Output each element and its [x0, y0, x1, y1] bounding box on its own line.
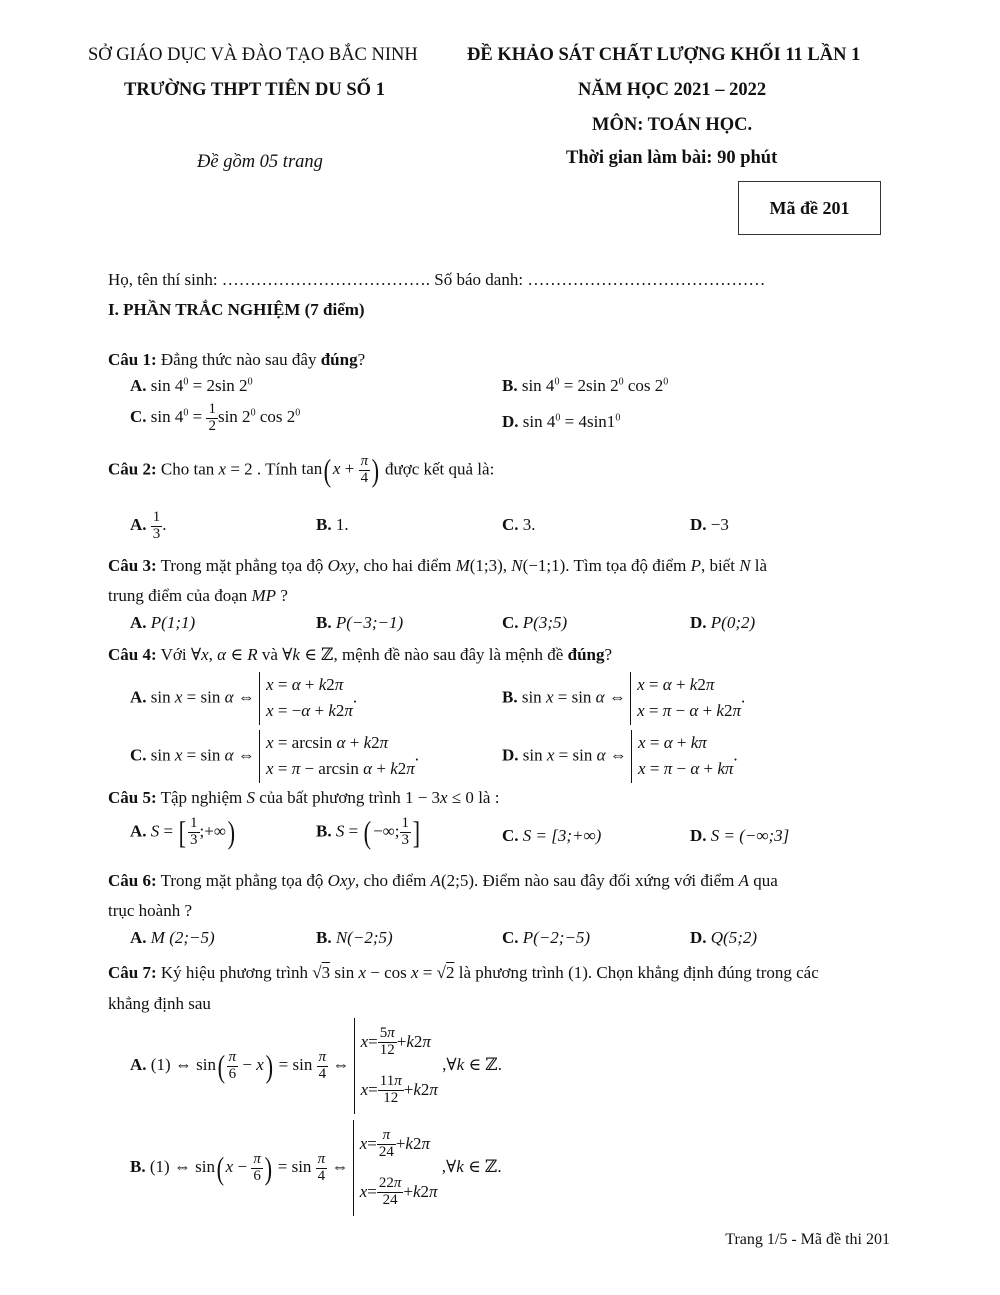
q6-d-value: Q(5;2): [710, 928, 758, 947]
question-2: Câu 2: Cho tan x = 2 . Tính tan(x + $\frac{\pi}{4}$ ) được kết quả là:: [108, 452, 495, 488]
question-1: [108, 350, 365, 370]
q2-t3: được kết quả là:: [384, 459, 495, 479]
q6-c-value: P(−2;−5): [522, 928, 591, 947]
q4-b-label: B.: [502, 687, 518, 707]
q3-end: ?: [280, 586, 288, 605]
q7-t1: Ký hiệu phương trình: [160, 963, 309, 982]
question-4: Câu 4: Với ∀x, α ∈ R và ∀k ∈ ℤ, mệnh đề nào sau đây là mệnh đề đúng?: [108, 645, 613, 664]
q7-t3: . Chọn khẳng định đúng trong các: [587, 963, 819, 982]
q3-b-label: B.: [316, 613, 332, 632]
q3-c-value: P(3;5): [522, 613, 568, 632]
q5-c-label: C.: [502, 826, 519, 845]
q4-t3: , mệnh đề nào sau đây là mệnh đề: [333, 645, 564, 664]
q2-d-label: D.: [690, 515, 707, 534]
q2-option-d[interactable]: [690, 515, 729, 535]
q5-option-b[interactable]: B. S = (−∞; $\frac{1}{3}$ ]: [316, 814, 421, 850]
q5-t2: của bất phương trình: [259, 788, 401, 807]
q1-option-c[interactable]: C. $\sin 4^0$ = $\frac{1}{2}$ $\sin 2^0$ $\cos 2^0$: [130, 401, 301, 434]
q4-a-label: A.: [130, 687, 147, 707]
q6-option-a[interactable]: [130, 928, 215, 948]
q3-t5: là: [754, 556, 768, 575]
q3-line2: trung điểm của đoạn MP ?: [108, 586, 288, 605]
q1-label: Câu 1:: [108, 350, 157, 369]
q4-option-a[interactable]: A. sin x = sin α ⇔ x = α + k2π x = −α + k2π.: [130, 672, 357, 725]
q4-t2: và: [261, 645, 278, 664]
q1-end: ?: [357, 350, 366, 369]
q4-option-c[interactable]: C. sin x = sin α ⇔ x = arcsin α + k2π x = π − arcsin α + k2π.: [130, 730, 419, 783]
q5-d-value: S = (−∞;3]: [710, 826, 790, 845]
q3-t4: , biết: [700, 556, 735, 575]
school-name-text: TRƯỜNG THPT TIÊN DU SỐ 1: [124, 80, 385, 100]
question-5: Câu 5: Tập nghiệm S của bất phương trình 1 − 3x ≤ 0 là :: [108, 788, 500, 807]
q2-b-value: 1.: [335, 515, 349, 534]
q3-option-a[interactable]: [130, 613, 195, 633]
q6-c-label: C.: [502, 928, 519, 947]
q3-option-c[interactable]: [502, 613, 567, 633]
q2-option-c[interactable]: [502, 515, 536, 535]
q3-option-b[interactable]: [316, 613, 403, 633]
q6-t3: . Điểm nào sau đây đối xứng với điểm: [473, 871, 735, 890]
q3-label: Câu 3:: [108, 556, 157, 575]
q3-c-label: C.: [502, 613, 519, 632]
q3-d-label: D.: [690, 613, 707, 632]
question-7: Câu 7: Ký hiệu phương trình √3 sin x − cos x = √2 là phương trình (1). Chọn khẳng định đúng trong các: [108, 963, 819, 982]
q1-c-label: C.: [130, 407, 147, 427]
q7-line2: khẳng định sau: [108, 994, 211, 1013]
school-year: NĂM HỌC 2021 – 2022: [578, 80, 767, 100]
q6-option-d[interactable]: [690, 928, 757, 948]
section-title: I. PHẦN TRẮC NGHIỆM (7 điểm): [108, 300, 365, 319]
q1-b-label: B.: [502, 376, 518, 395]
q3-t2: , cho hai điểm: [355, 556, 452, 575]
q1-d-label: D.: [502, 412, 519, 431]
q7-option-b[interactable]: B. (1) ⇔ sin(x − $\frac{\pi}{6}$ ) = sin $\frac{\pi}{4}$ ⇔ x = $\frac{\pi}{24}$ + k 2 π x = $\frac{22\pi}{24}$ + k 2 π ,∀k ∈ ℤ.: [130, 1120, 502, 1216]
q3-d-value: P(0;2): [710, 613, 756, 632]
q2-c-label: C.: [502, 515, 519, 534]
pages-note: Đề gồm 05 trang: [197, 152, 323, 172]
q1-a-label: A.: [130, 376, 147, 395]
q6-t1: Trong mặt phẳng tọa độ: [160, 871, 324, 890]
student-info-line: Họ, tên thí sinh: ………………………………. Số báo danh: ……………………………………: [108, 270, 766, 289]
subject: MÔN: TOÁN HỌC.: [592, 115, 753, 135]
q2-c-value: 3.: [522, 515, 536, 534]
q6-t4: qua: [753, 871, 778, 890]
q7-b-label: B.: [130, 1156, 146, 1176]
q3-a-value: P(1;1): [150, 613, 196, 632]
q4-label: Câu 4:: [108, 645, 157, 664]
q2-a-label: A.: [130, 515, 147, 535]
q1-text: Đẳng thức nào sau đây: [160, 350, 317, 369]
q6-b-value: N(−2;5): [335, 928, 393, 947]
q2-option-a[interactable]: A. $\frac{1}{3}$ .: [130, 509, 167, 542]
q5-t3: là :: [478, 788, 500, 807]
q3-option-d[interactable]: [690, 613, 755, 633]
q4-d-label: D.: [502, 745, 519, 765]
q6-b-label: B.: [316, 928, 332, 947]
q5-b-label: B.: [316, 821, 332, 841]
q5-t1: Tập nghiệm: [160, 788, 243, 807]
q7-a-label: A.: [130, 1054, 147, 1074]
q4-t1: Với: [160, 645, 187, 664]
q6-a-label: A.: [130, 928, 147, 947]
q3-t1: Trong mặt phẳng tọa độ: [160, 556, 324, 575]
q2-t1: Cho: [160, 459, 190, 479]
exam-title: ĐỀ KHẢO SÁT CHẤT LƯỢNG KHỐI 11 LẦN 1: [467, 45, 861, 65]
q3-b-value: P(−3;−1): [335, 613, 404, 632]
q7-label: Câu 7:: [108, 963, 157, 982]
q6-option-c[interactable]: [502, 928, 590, 948]
department-name: SỞ GIÁO DỤC VÀ ĐÀO TẠO BẮC NINH: [88, 45, 418, 65]
q6-t2: , cho điểm: [355, 871, 427, 890]
q6-d-label: D.: [690, 928, 707, 947]
q4-option-d[interactable]: D. sin x = sin α ⇔ x = α + kπ x = π − α + kπ.: [502, 730, 738, 783]
q4-option-b[interactable]: B. sin x = sin α ⇔ x = α + k2π x = π − α + k2π.: [502, 672, 745, 725]
q3-line2-text: trung điểm của đoạn: [108, 586, 248, 605]
school-name: [124, 80, 385, 101]
q7-option-a[interactable]: A. (1) ⇔ sin( $\frac{\pi}{6}$ − x) = sin $\frac{\pi}{4}$ ⇔ x = $\frac{5\pi}{12}$ + k 2 π x = $\frac{11\pi}{12}$ + k 2 π ,∀k ∈ ℤ.: [130, 1018, 502, 1114]
q5-c-value: S = [3;+∞): [522, 826, 602, 845]
q2-t2: . Tính: [256, 459, 298, 479]
q3-a-label: A.: [130, 613, 147, 632]
q6-line2: trục hoành ?: [108, 901, 193, 920]
question-3: Câu 3: Trong mặt phẳng tọa độ Oxy, cho hai điểm M(1;3), N(−1;1). Tìm tọa độ điểm P, biết N là: [108, 556, 768, 575]
exam-code: Mã đề 201: [769, 197, 850, 218]
q2-d-value: −3: [710, 515, 729, 534]
q6-a-value: M (2;−5): [150, 928, 215, 947]
q5-a-label: A.: [130, 821, 147, 841]
q5-option-c[interactable]: [502, 826, 601, 846]
q4-bold: đúng: [567, 645, 605, 664]
q1-option-a[interactable]: A. $\sin 4^0 = 2\sin$ $2^0$: [130, 376, 253, 395]
q1-option-d[interactable]: D. $\sin 4^0 = 4\sin 1^0$: [502, 412, 621, 431]
q3-t3: . Tìm tọa độ điểm: [565, 556, 687, 575]
q1-bold: đúng: [320, 350, 358, 369]
page-footer: Trang 1/5 - Mã đề thi 201: [725, 1231, 890, 1248]
exam-code-box: [738, 181, 881, 235]
q5-option-d[interactable]: [690, 826, 789, 846]
exam-duration: Thời gian làm bài: 90 phút: [566, 148, 778, 168]
q2-option-b[interactable]: [316, 515, 349, 535]
q5-option-a[interactable]: A. S = [ $\frac{1}{3}$ ;+∞): [130, 814, 236, 850]
q4-end: ?: [604, 645, 613, 664]
q1-option-b[interactable]: B. $\sin 4^0 = 2\sin$ $2^0$ $\cos 2^0$: [502, 376, 669, 395]
q6-label: Câu 6:: [108, 871, 157, 890]
question-6: Câu 6: Trong mặt phẳng tọa độ Oxy, cho điểm A(2;5). Điểm nào sau đây đối xứng với điểm A qua: [108, 871, 778, 890]
q2-b-label: B.: [316, 515, 332, 534]
q5-d-label: D.: [690, 826, 707, 845]
q2-label: Câu 2:: [108, 459, 157, 479]
q6-option-b[interactable]: [316, 928, 393, 948]
q7-t2: là phương trình: [458, 963, 564, 982]
q4-c-label: C.: [130, 745, 147, 765]
q5-label: Câu 5:: [108, 788, 157, 807]
